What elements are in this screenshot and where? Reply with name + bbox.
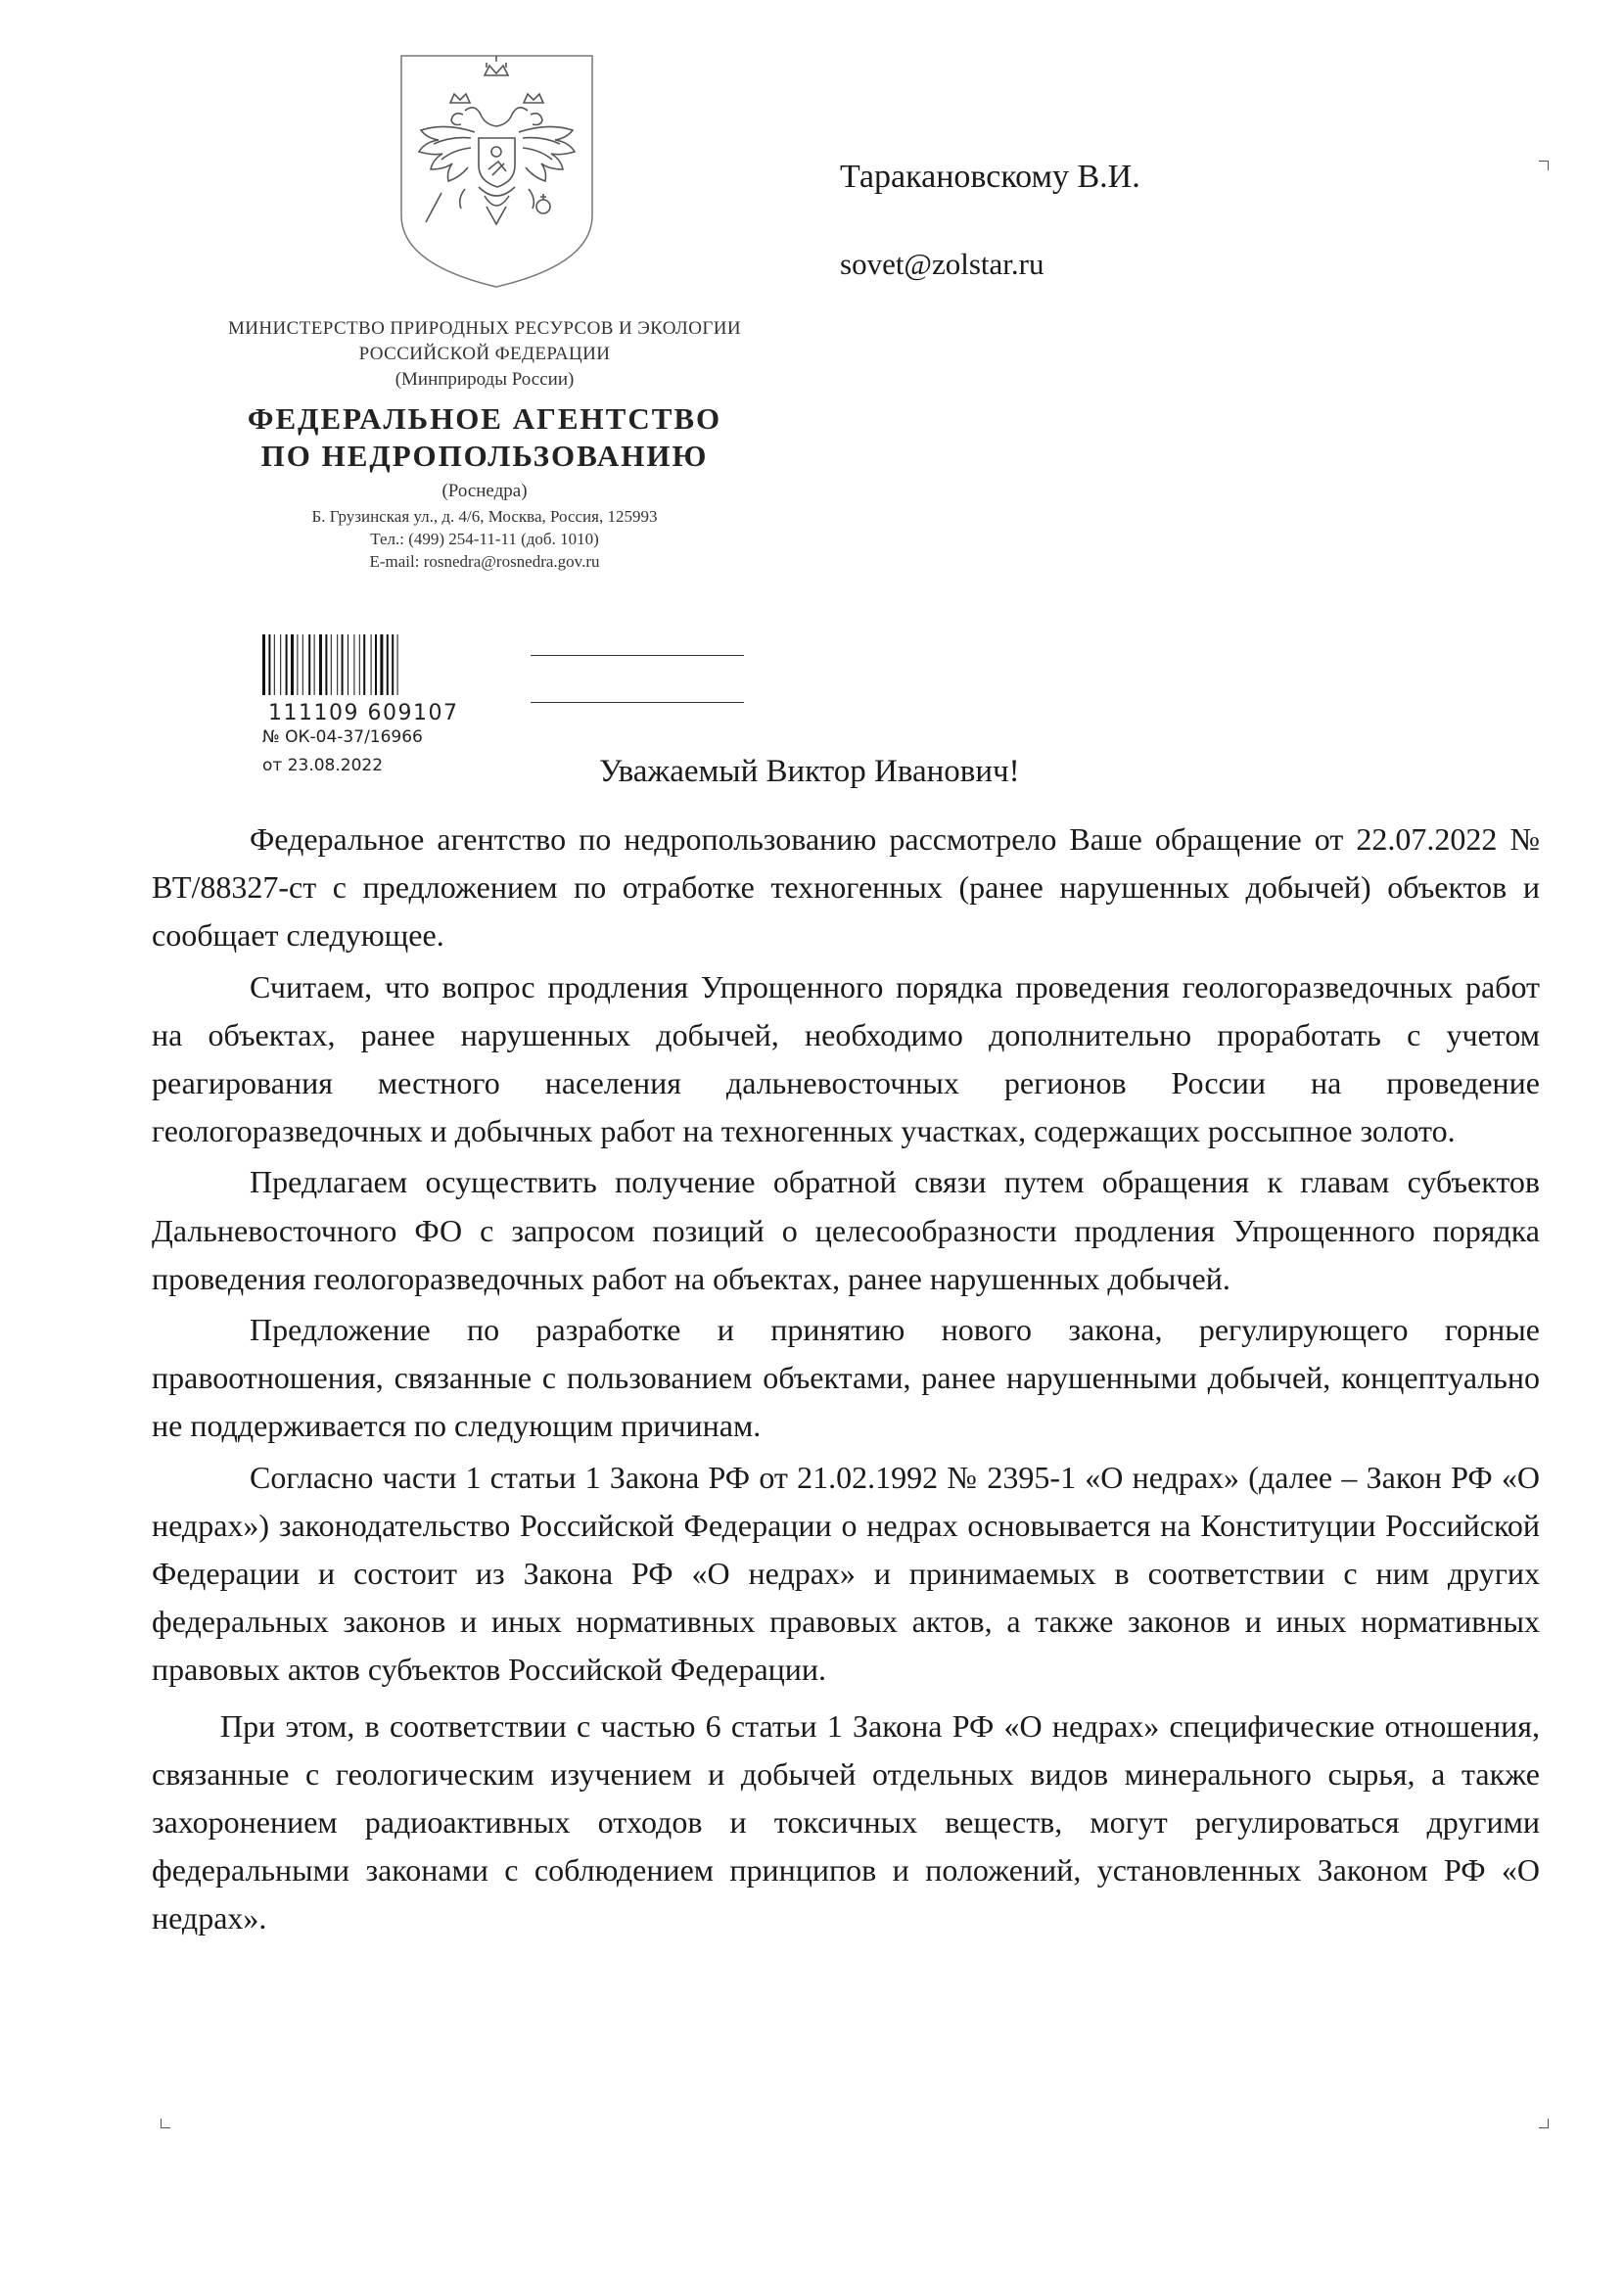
barcode-bar bbox=[363, 634, 365, 695]
barcode-bar bbox=[337, 634, 338, 695]
barcode-bar bbox=[392, 634, 394, 695]
blank-line-1 bbox=[531, 655, 744, 656]
barcode-bar bbox=[308, 634, 310, 695]
paragraph-6: При этом, в соответствии с частью 6 статьи 1 Закона РФ «О недрах» специфические отношения, связанные с геологическим изучением и добычей отдельных видов минерального сырья, а также захоронением радиоактивных отходов и токсичных веществ, могут регулироваться другими федеральными законами с соблюдением принципов и положений, установленных Законом РФ «О недрах». bbox=[152, 1707, 1540, 1936]
paragraph-5: Согласно части 1 статьи 1 Закона РФ от 21.02.1992 № 2395-1 «О недрах» (далее – Закон РФ «О недрах») законодательство Российской Федерации о недрах основывается на Конституции Российской Федерации и состоит из Закона РФ «О недрах» и принимаемых в соответствии с ним других федеральных законов и иных нормативных правовых актов, а также законов и иных нормативных правовых актов субъектов Российской Федерации. bbox=[152, 1459, 1540, 1688]
registration-date: от 23.08.2022 bbox=[262, 756, 384, 775]
blank-line-2 bbox=[531, 702, 744, 703]
barcode-bar bbox=[286, 634, 288, 695]
agency-email: E-mail: rosnedra@rosnedra.gov.ru bbox=[369, 552, 600, 571]
crop-mark-top-right bbox=[1539, 161, 1549, 170]
addressee-name: Таракановскому В.И. bbox=[840, 159, 1140, 195]
barcode-bar bbox=[371, 634, 372, 695]
barcode-bar bbox=[319, 634, 322, 695]
agency-short-name: (Роснедра) bbox=[441, 481, 528, 501]
barcode-bar bbox=[353, 634, 354, 695]
barcode-bar bbox=[268, 634, 270, 695]
ministry-name-line1: МИНИСТЕРСТВО ПРИРОДНЫХ РЕСУРСОВ И ЭКОЛОГИИ bbox=[228, 318, 741, 339]
addressee-email: sovet@zolstar.ru bbox=[840, 247, 1044, 281]
barcode-bar bbox=[274, 634, 275, 695]
letterhead bbox=[147, 316, 822, 573]
paragraph-2: Считаем, что вопрос продления Упрощенного порядка проведения геологоразведочных работ на объектах, ранее нарушенных добычей, необходимо дополнительно проработать с учетом реагирования местного населения дальневосточных регионов России на проведение геологоразведочных и добычных работ на техногенных участках, содержащих россыпное золото. bbox=[152, 968, 1540, 1149]
paragraph-3: Предлагаем осуществить получение обратной связи путем обращения к главам субъектов Дальневосточного ФО с запросом позиций о целесообразности продления Упрощенного порядка проведения геологоразведочных работ на объектах, ранее нарушенных добычей. bbox=[152, 1164, 1540, 1296]
agency-phone: Тел.: (499) 254-11-11 (доб. 1010) bbox=[370, 530, 599, 548]
barcode-bar bbox=[342, 634, 344, 695]
barcode-bar bbox=[375, 634, 377, 695]
salutation: Уважаемый Виктор Иванович! bbox=[599, 754, 1020, 789]
crop-mark-bottom-left bbox=[161, 2119, 170, 2128]
ministry-short-name: (Минприроды России) bbox=[394, 369, 575, 390]
barcode-bar bbox=[387, 634, 389, 695]
agency-address: Б. Грузинская ул., д. 4/6, Москва, Россия, 125993 bbox=[311, 507, 658, 526]
crop-mark-bottom-right bbox=[1539, 2119, 1549, 2128]
agency-name-line2: ПО НЕДРОПОЛЬЗОВАНИЮ bbox=[260, 439, 709, 473]
barcode-bar bbox=[325, 634, 327, 695]
barcode-bar bbox=[397, 634, 398, 695]
barcode-number: 111109 609107 bbox=[268, 701, 459, 725]
barcode-bar bbox=[359, 634, 360, 695]
paragraph-4: Предложение по разработке и принятию нового закона, регулирующего горные правоотношения, связанные с пользованием объектами, ранее нарушенными добычей, концептуально не поддерживается по следующим причинам. bbox=[152, 1312, 1540, 1444]
barcode-bar bbox=[297, 634, 298, 695]
barcode-bar bbox=[280, 634, 281, 695]
barcode-bar bbox=[380, 634, 383, 695]
barcode-bar bbox=[314, 634, 315, 695]
barcode-bar bbox=[302, 634, 303, 695]
paragraph-1: Федеральное агентство по недропользованию рассмотрело Ваше обращение от 22.07.2022 № ВТ/88327-ст с предложением по отработке техногенных (ранее нарушенных добычей) объектов и сообщает следующее. bbox=[152, 821, 1540, 954]
barcode-bar bbox=[291, 634, 294, 695]
coat-of-arms-emblem bbox=[396, 54, 597, 289]
ministry-name-line2: РОССИЙСКОЙ ФЕДЕРАЦИИ bbox=[358, 344, 611, 364]
letter-body bbox=[152, 816, 1540, 1943]
registration-number: № ОК-04-37/16966 bbox=[262, 727, 423, 747]
barcode-bar bbox=[262, 634, 265, 695]
barcode-bar bbox=[331, 634, 332, 695]
agency-name-line1: ФЕДЕРАЛЬНОЕ АГЕНТСТВО bbox=[247, 401, 722, 436]
